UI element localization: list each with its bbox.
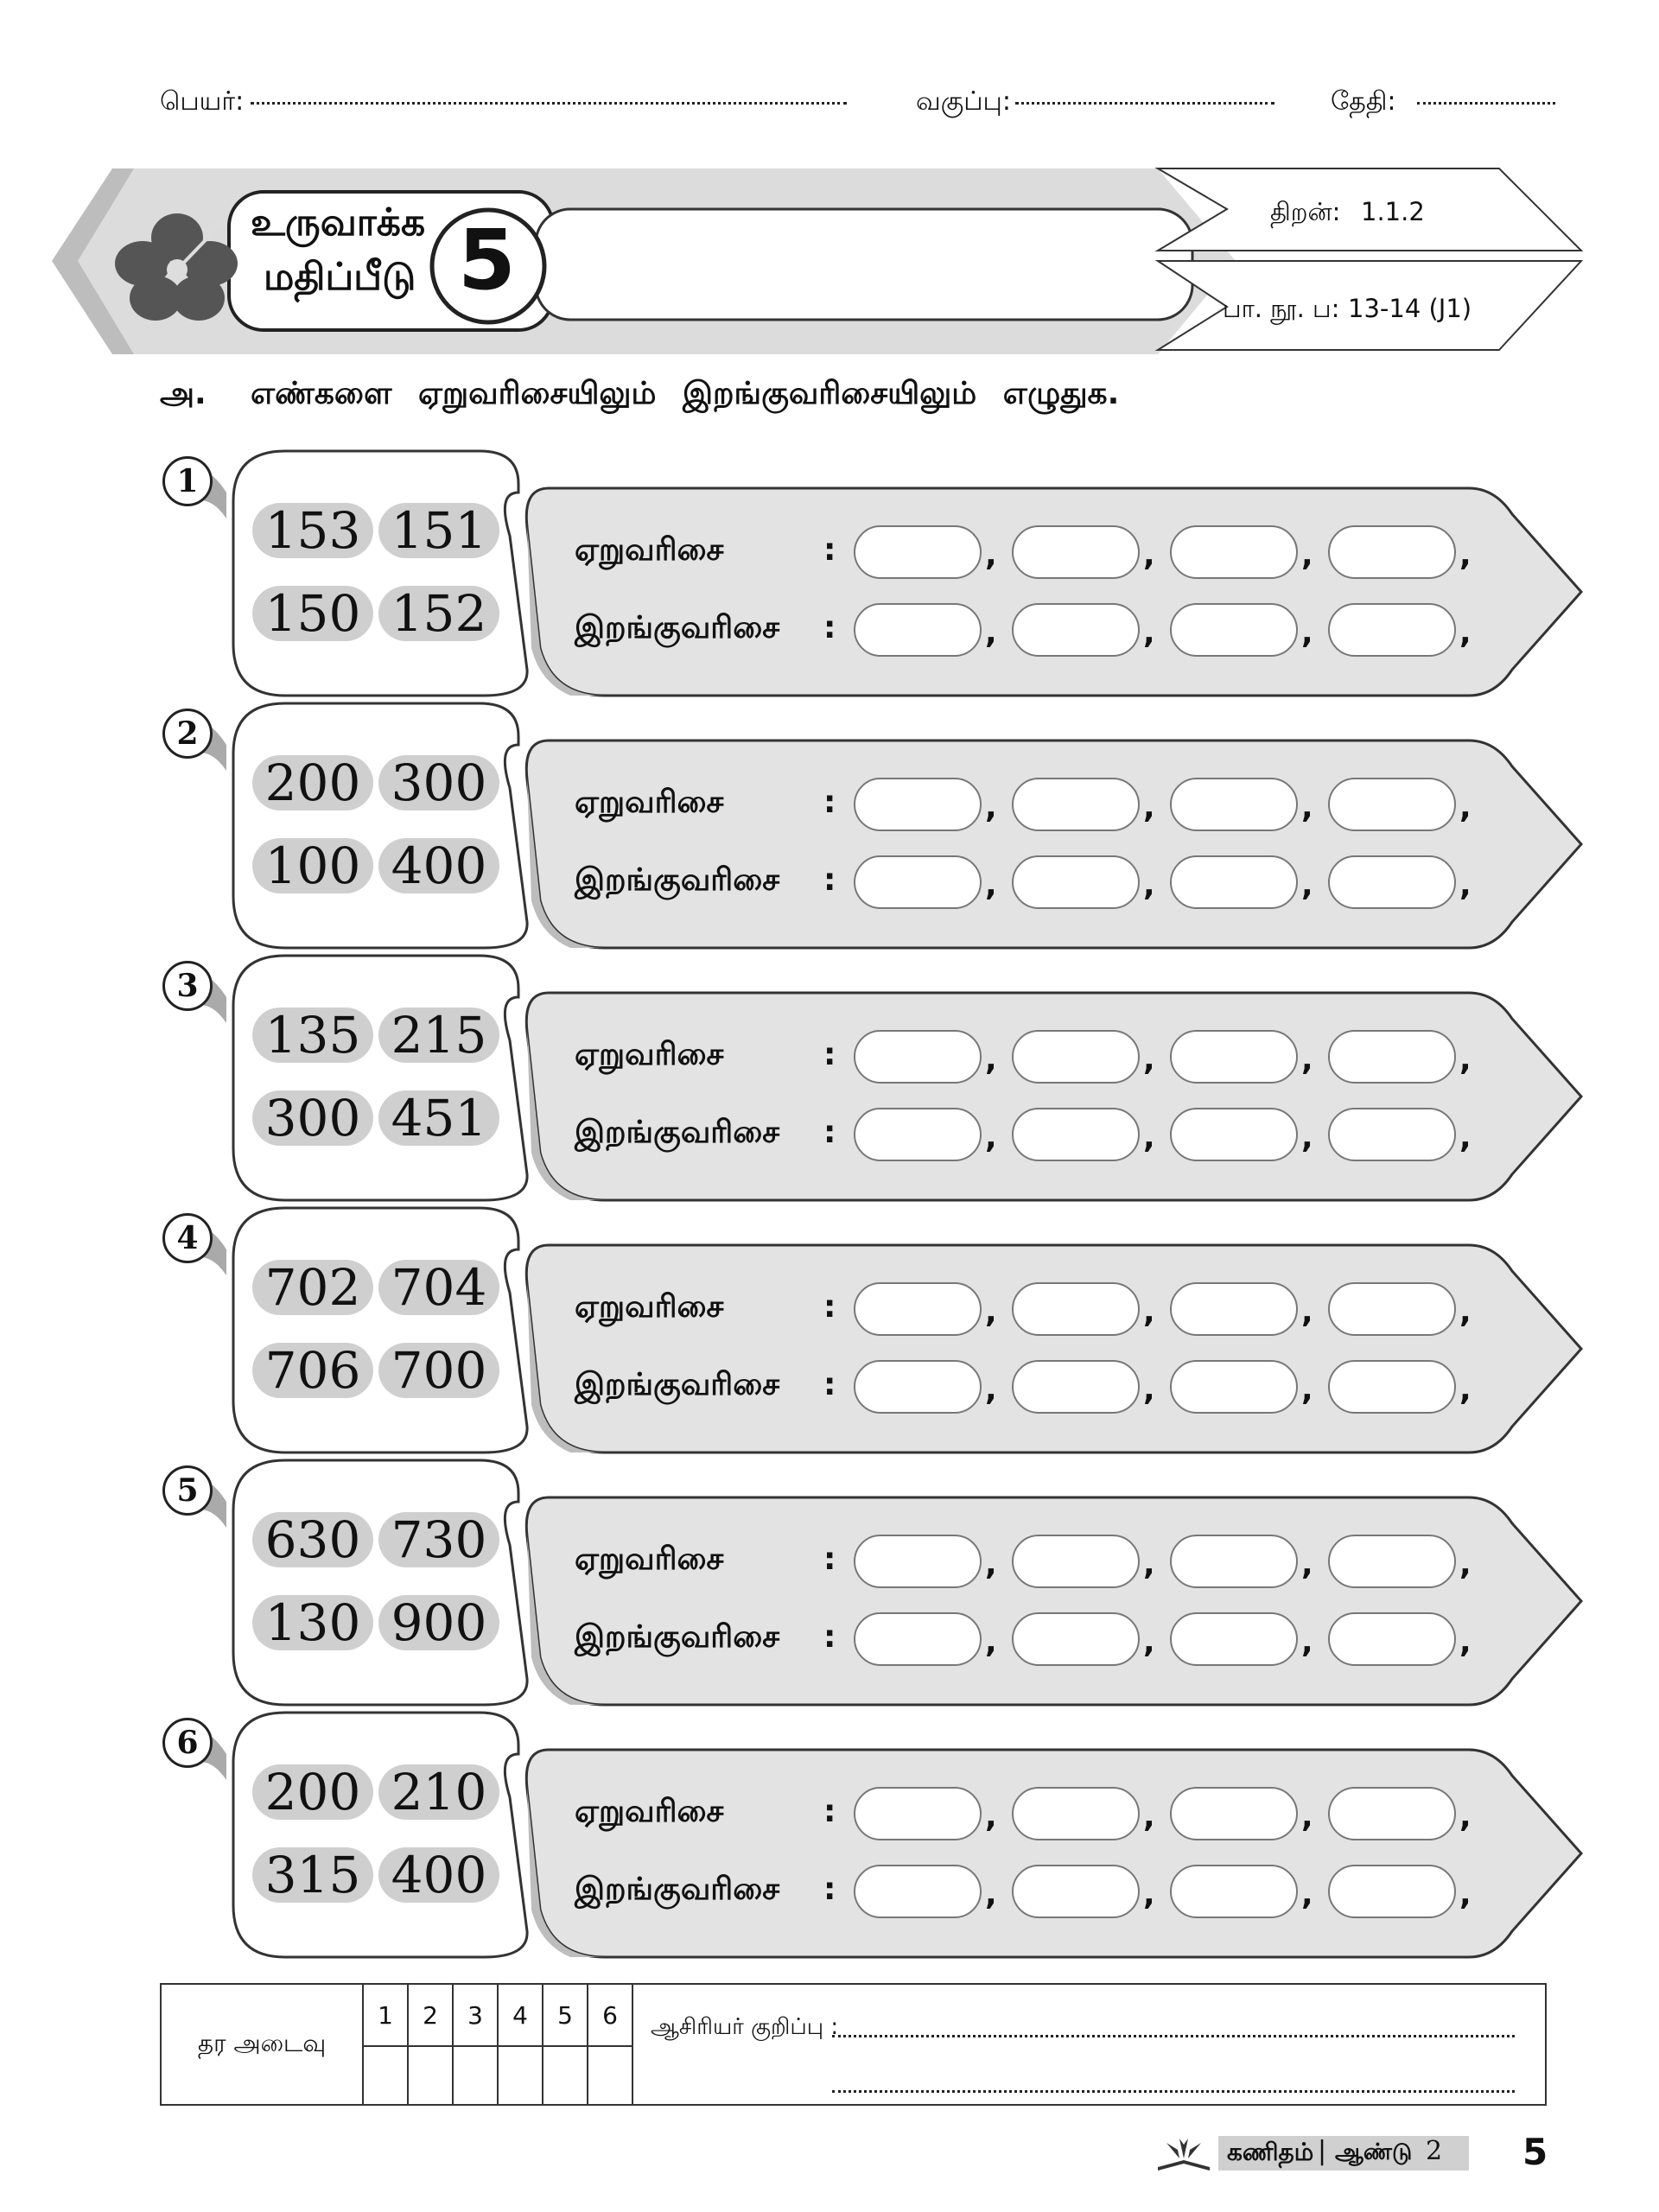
- comma: ,: [985, 1877, 997, 1912]
- grade-col-4: 4: [498, 1984, 543, 2046]
- comma: ,: [985, 1120, 997, 1155]
- comma: ,: [1143, 868, 1155, 903]
- comma: ,: [1143, 1372, 1155, 1408]
- question-5: [0, 1459, 1659, 1709]
- ascending-answer-box[interactable]: [1328, 1030, 1456, 1084]
- number-pill: 300: [252, 1090, 373, 1146]
- ascending-label: ஏறுவரிசை: [575, 785, 724, 820]
- descending-answer-box[interactable]: [1328, 1612, 1456, 1666]
- number-pill: 130: [252, 1595, 373, 1650]
- teacher-note-label: ஆசிரியர் குறிப்பு :: [651, 2014, 839, 2040]
- descending-answer-box[interactable]: [1012, 1865, 1140, 1918]
- number-pill: 700: [378, 1343, 499, 1398]
- number-pill: 315: [252, 1847, 373, 1903]
- descending-label: இறங்குவரிசை: [575, 1367, 780, 1402]
- ascending-label: ஏறுவரிசை: [575, 1037, 724, 1072]
- comma: ,: [1143, 537, 1155, 573]
- ascending-answer-box[interactable]: [1012, 1282, 1140, 1336]
- hibiscus-icon: [108, 207, 246, 328]
- ascending-answer-box[interactable]: [854, 1030, 982, 1084]
- footer-subject: கணிதம்: [1227, 2138, 1314, 2166]
- ascending-answer-box[interactable]: [1170, 1535, 1298, 1588]
- class-field[interactable]: [1015, 102, 1274, 105]
- question-number: 4: [162, 1213, 213, 1263]
- ascending-answer-box[interactable]: [1012, 525, 1140, 579]
- comma: ,: [1301, 1799, 1313, 1834]
- grade-cell-3[interactable]: [453, 2046, 498, 2105]
- comma: ,: [985, 790, 997, 825]
- banner-title-line1: உருவாக்க: [251, 200, 426, 245]
- comma: ,: [1143, 1877, 1155, 1912]
- number-pill: 153: [252, 503, 373, 558]
- ascending-answer-box[interactable]: [1170, 1282, 1298, 1336]
- comma: ,: [1301, 1294, 1313, 1330]
- descending-answer-box[interactable]: [1012, 855, 1140, 909]
- comma: ,: [1143, 1294, 1155, 1330]
- grade-cell-1[interactable]: [363, 2046, 408, 2105]
- ascending-answer-box[interactable]: [1012, 1787, 1140, 1840]
- descending-answer-box[interactable]: [1328, 1865, 1456, 1918]
- comma: ,: [1301, 1120, 1313, 1155]
- grade-col-1: 1: [363, 1984, 408, 2046]
- colon: :: [823, 785, 836, 820]
- name-label: பெயர்:: [160, 86, 245, 117]
- number-pill: 200: [252, 755, 373, 810]
- grade-col-5: 5: [543, 1984, 588, 2046]
- comma: ,: [985, 1294, 997, 1330]
- number-pill: 704: [378, 1260, 499, 1315]
- comma: ,: [1301, 790, 1313, 825]
- descending-answer-box[interactable]: [1012, 1612, 1140, 1666]
- colon: :: [823, 1872, 836, 1907]
- descending-label: இறங்குவரிசை: [575, 1115, 780, 1150]
- date-label: தேதி:: [1331, 86, 1396, 117]
- descending-label: இறங்குவரிசை: [575, 1619, 780, 1655]
- grade-col-6: 6: [588, 1984, 632, 2046]
- descending-answer-box[interactable]: [1170, 1360, 1298, 1414]
- descending-label: இறங்குவரிசை: [575, 862, 780, 898]
- descending-answer-box[interactable]: [1328, 603, 1456, 657]
- number-pill: 135: [252, 1007, 373, 1063]
- page-number: 5: [1522, 2131, 1548, 2173]
- grade-cell-2[interactable]: [408, 2046, 453, 2105]
- descending-answer-box[interactable]: [854, 1360, 982, 1414]
- descending-answer-box[interactable]: [854, 855, 982, 909]
- ascending-label: ஏறுவரிசை: [575, 1794, 724, 1829]
- descending-label: இறங்குவரிசை: [575, 1872, 780, 1907]
- colon: :: [823, 532, 836, 568]
- comma: ,: [1459, 1799, 1471, 1834]
- grade-cell-4[interactable]: [498, 2046, 543, 2105]
- ascending-answer-box[interactable]: [1328, 1787, 1456, 1840]
- comma: ,: [1459, 1042, 1471, 1077]
- banner-title-line2: மதிப்பீடு: [264, 255, 416, 299]
- comma: ,: [985, 537, 997, 573]
- ascending-answer-box[interactable]: [854, 1282, 982, 1336]
- footer-separator: |: [1318, 2136, 1327, 2166]
- number-pill: 630: [252, 1512, 373, 1567]
- comma: ,: [1143, 615, 1155, 651]
- ascending-answer-box[interactable]: [854, 778, 982, 831]
- grade-col-3: 3: [453, 1984, 498, 2046]
- descending-answer-box[interactable]: [1170, 1108, 1298, 1161]
- comma: ,: [1143, 1799, 1155, 1834]
- footer-year-label: ஆண்டு: [1335, 2139, 1413, 2165]
- comma: ,: [1143, 1547, 1155, 1582]
- comma: ,: [985, 1547, 997, 1582]
- number-pill: 215: [378, 1007, 499, 1063]
- comma: ,: [1459, 1294, 1471, 1330]
- teacher-note-cell: [632, 1984, 1546, 2105]
- number-pill: 730: [378, 1512, 499, 1567]
- descending-answer-box[interactable]: [854, 1612, 982, 1666]
- assessment-banner: [0, 164, 1659, 363]
- grade-cell-5[interactable]: [543, 2046, 588, 2105]
- colon: :: [823, 1289, 836, 1325]
- comma: ,: [1301, 1042, 1313, 1077]
- colon: :: [823, 1037, 836, 1072]
- question-3: [0, 954, 1659, 1205]
- descending-answer-box[interactable]: [1328, 1360, 1456, 1414]
- footer-year-value: 2: [1426, 2136, 1443, 2166]
- instruction-marker: அ.: [160, 376, 207, 411]
- number-pill: 702: [252, 1260, 373, 1315]
- question-number: 1: [162, 456, 213, 506]
- descending-answer-box[interactable]: [854, 1108, 982, 1161]
- comma: ,: [1301, 537, 1313, 573]
- question-number: 5: [162, 1465, 213, 1516]
- ascending-answer-box[interactable]: [854, 525, 982, 579]
- ascending-answer-box[interactable]: [1170, 778, 1298, 831]
- class-label: வகுப்பு:: [916, 86, 1011, 117]
- grade-cell-6[interactable]: [588, 2046, 632, 2105]
- comma: ,: [1301, 1372, 1313, 1408]
- number-pill: 152: [378, 586, 499, 641]
- ascending-answer-box[interactable]: [1012, 1030, 1140, 1084]
- ascending-answer-box[interactable]: [854, 1787, 982, 1840]
- colon: :: [823, 1619, 836, 1655]
- question-number: 3: [162, 961, 213, 1011]
- descending-answer-box[interactable]: [854, 1865, 982, 1918]
- comma: ,: [1459, 1624, 1471, 1660]
- question-number: 6: [162, 1718, 213, 1768]
- comma: ,: [1143, 1120, 1155, 1155]
- grade-table: [160, 1983, 1547, 2106]
- ascending-answer-box[interactable]: [1170, 525, 1298, 579]
- number-pill: 400: [378, 1847, 499, 1903]
- ascending-label: ஏறுவரிசை: [575, 1541, 724, 1577]
- ascending-answer-box[interactable]: [854, 1535, 982, 1588]
- descending-answer-box[interactable]: [1170, 1865, 1298, 1918]
- number-pill: 300: [378, 755, 499, 810]
- colon: :: [823, 1115, 836, 1150]
- number-pill: 900: [378, 1595, 499, 1650]
- page-ref-value: 13-14 (J1): [1348, 294, 1472, 323]
- comma: ,: [1459, 868, 1471, 903]
- descending-answer-box[interactable]: [1012, 603, 1140, 657]
- descending-answer-box[interactable]: [1328, 1108, 1456, 1161]
- descending-answer-box[interactable]: [1170, 855, 1298, 909]
- number-pill: 150: [252, 586, 373, 641]
- comma: ,: [1459, 790, 1471, 825]
- comma: ,: [985, 868, 997, 903]
- ascending-answer-box[interactable]: [1012, 778, 1140, 831]
- comma: ,: [1459, 1547, 1471, 1582]
- question-6: [0, 1711, 1659, 1961]
- number-pill: 451: [378, 1090, 499, 1146]
- comma: ,: [1301, 615, 1313, 651]
- comma: ,: [985, 1042, 997, 1077]
- number-pill: 151: [378, 503, 499, 558]
- comma: ,: [1301, 1547, 1313, 1582]
- question-2: [0, 702, 1659, 952]
- ascending-answer-box[interactable]: [1328, 1535, 1456, 1588]
- comma: ,: [985, 1799, 997, 1834]
- number-pill: 210: [378, 1764, 499, 1820]
- number-pill: 200: [252, 1764, 373, 1820]
- colon: :: [823, 1541, 836, 1577]
- comma: ,: [1459, 615, 1471, 651]
- ascending-label: ஏறுவரிசை: [575, 1289, 724, 1325]
- ascending-answer-box[interactable]: [1170, 1030, 1298, 1084]
- comma: ,: [1301, 1877, 1313, 1912]
- descending-answer-box[interactable]: [1170, 1612, 1298, 1666]
- comma: ,: [1459, 1877, 1471, 1912]
- comma: ,: [985, 1372, 997, 1408]
- number-pill: 706: [252, 1343, 373, 1398]
- colon: :: [823, 610, 836, 645]
- descending-label: இறங்குவரிசை: [575, 610, 780, 645]
- ascending-label: ஏறுவரிசை: [575, 532, 724, 568]
- number-pill: 100: [252, 838, 373, 893]
- comma: ,: [985, 615, 997, 651]
- grade-col-2: 2: [408, 1984, 453, 2046]
- teacher-note-line-2[interactable]: [832, 2090, 1515, 2093]
- comma: ,: [1301, 1624, 1313, 1660]
- comma: ,: [1459, 1120, 1471, 1155]
- colon: :: [823, 862, 836, 898]
- number-pill: 400: [378, 838, 499, 893]
- teacher-note-line-1[interactable]: [832, 2035, 1515, 2037]
- comma: ,: [1301, 868, 1313, 903]
- colon: :: [823, 1367, 836, 1402]
- instruction-text: எண்களை ஏறுவரிசையிலும் இறங்குவரிசையிலும் எழுதுக.: [251, 376, 1120, 411]
- skill-label: திறன்:: [1270, 197, 1341, 226]
- descending-answer-box[interactable]: [1012, 1108, 1140, 1161]
- skill-value: 1.1.2: [1361, 197, 1425, 226]
- comma: ,: [1143, 790, 1155, 825]
- descending-answer-box[interactable]: [1012, 1360, 1140, 1414]
- assessment-number: 5: [458, 212, 516, 308]
- question-number: 2: [162, 709, 213, 759]
- descending-answer-box[interactable]: [854, 603, 982, 657]
- page-ref-label: பா. நூ. ப:: [1223, 294, 1340, 323]
- ascending-answer-box[interactable]: [1328, 1282, 1456, 1336]
- colon: :: [823, 1794, 836, 1829]
- comma: ,: [1143, 1624, 1155, 1660]
- ascending-answer-box[interactable]: [1328, 525, 1456, 579]
- question-4: [0, 1206, 1659, 1457]
- comma: ,: [1459, 1372, 1471, 1408]
- grade-label: தர அடைவு: [161, 1984, 363, 2105]
- descending-answer-box[interactable]: [1170, 603, 1298, 657]
- ascending-answer-box[interactable]: [1012, 1535, 1140, 1588]
- comma: ,: [1143, 1042, 1155, 1077]
- date-field[interactable]: [1417, 102, 1555, 105]
- descending-answer-box[interactable]: [1328, 855, 1456, 909]
- ascending-answer-box[interactable]: [1170, 1787, 1298, 1840]
- ascending-answer-box[interactable]: [1328, 778, 1456, 831]
- question-1: [0, 449, 1659, 700]
- name-field[interactable]: [251, 102, 847, 105]
- comma: ,: [1459, 537, 1471, 573]
- comma: ,: [985, 1624, 997, 1660]
- book-logo-icon: [1154, 2134, 1214, 2172]
